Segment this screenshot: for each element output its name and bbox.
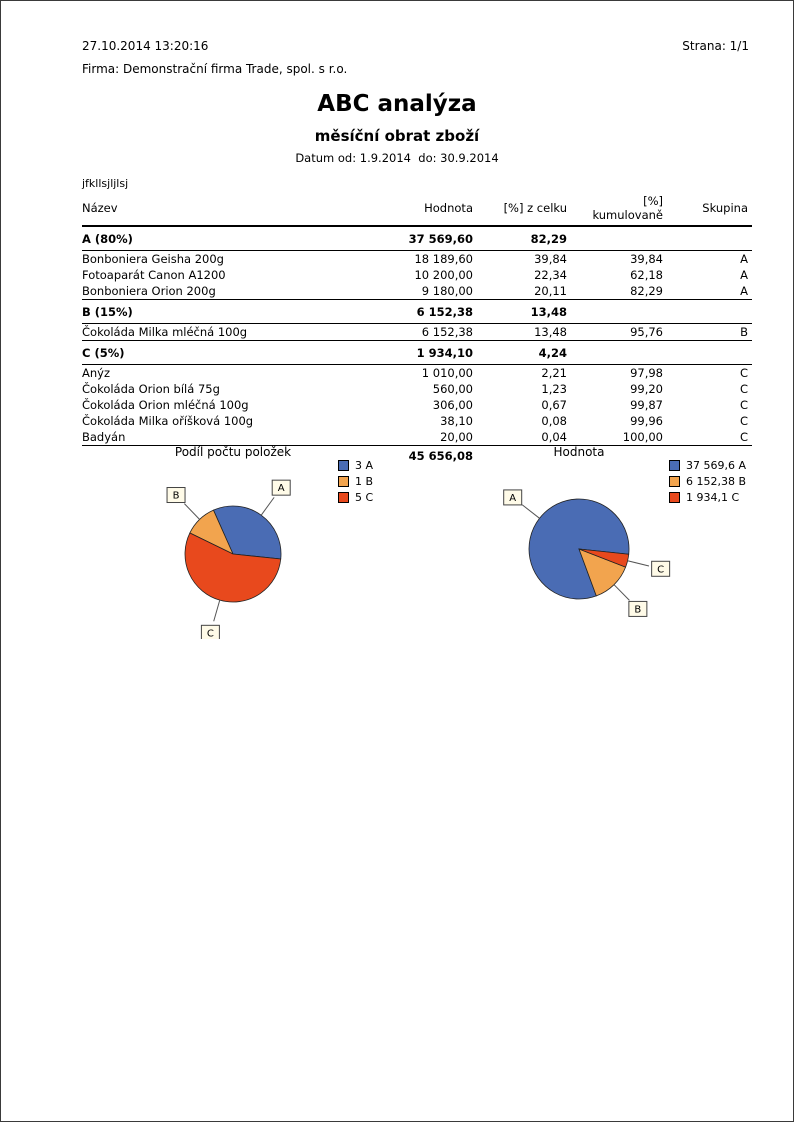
callout-line xyxy=(261,497,274,515)
column-header-z-celku: [%] z celku xyxy=(477,192,571,226)
item-name: Badyán xyxy=(82,430,126,444)
value-kumulovane: 100,00 xyxy=(622,430,663,444)
value-skupina xyxy=(667,300,752,324)
abc-table xyxy=(82,192,752,464)
value-kumulovane: 95,76 xyxy=(630,325,663,339)
value-hodnota: 37 569,60 xyxy=(382,226,477,251)
group-row xyxy=(82,300,752,324)
legend-swatch-icon xyxy=(669,460,680,471)
legend-item xyxy=(669,459,746,472)
value-skupina: C xyxy=(739,398,748,412)
value-skupina xyxy=(667,226,752,251)
item-name: Čokoláda Milka mléčná 100g xyxy=(82,325,248,339)
legend-label: 1 934,1 C xyxy=(686,491,740,504)
value-kumulovane: 62,18 xyxy=(630,268,663,282)
group-row xyxy=(82,226,752,251)
legend-label: 5 C xyxy=(355,491,374,504)
item-name: Čokoláda Milka oříšková 100g xyxy=(82,414,254,428)
value-kumulovane xyxy=(571,226,667,251)
callout-line xyxy=(628,561,649,566)
value-hodnota: 18 189,60 xyxy=(414,252,473,266)
legend-item xyxy=(338,459,373,472)
report-title: ABC analýza xyxy=(317,91,477,117)
table-row xyxy=(82,365,752,382)
column-header-nazev: Název xyxy=(82,192,382,226)
value-kumulovane: 82,29 xyxy=(630,284,663,298)
legend-item xyxy=(669,475,746,488)
value-z-celku: 2,21 xyxy=(541,366,567,380)
item-name: Fotoaparát Canon A1200 xyxy=(82,268,226,282)
column-header-skupina: Skupina xyxy=(667,192,752,226)
item-name: Čokoláda Orion mléčná 100g xyxy=(82,398,249,412)
legend-swatch-icon xyxy=(338,460,349,471)
company-line: Firma: Demonstrační firma Trade, spol. s r.o. xyxy=(82,62,348,76)
value-z-celku: 22,34 xyxy=(534,268,567,282)
value-hodnota: 560,00 xyxy=(432,382,473,396)
abc-table-body xyxy=(82,226,752,446)
pie-chart-1-legend xyxy=(338,459,373,507)
callout-label: B xyxy=(634,604,642,616)
printed-timestamp: 27.10.2014 13:20:16 xyxy=(82,39,209,53)
value-z-celku: 0,04 xyxy=(541,430,567,444)
value-kumulovane: 99,96 xyxy=(630,414,663,428)
legend-item xyxy=(669,491,746,504)
item-name: B (15%) xyxy=(82,300,382,324)
table-row xyxy=(82,283,752,300)
value-z-celku: 0,08 xyxy=(541,414,567,428)
pie-chart-1-title: Podíl počtu položek xyxy=(174,445,292,459)
value-hodnota: 306,00 xyxy=(432,398,473,412)
value-kumulovane xyxy=(571,300,667,324)
legend-item xyxy=(338,491,373,504)
value-skupina: A xyxy=(740,252,748,266)
value-skupina: A xyxy=(740,284,748,298)
value-skupina: A xyxy=(740,268,748,282)
table-row xyxy=(82,381,752,397)
callout-label: C xyxy=(206,628,214,639)
pie-chart-value xyxy=(479,467,689,639)
pie-chart-items-count xyxy=(133,467,333,639)
value-hodnota: 38,10 xyxy=(440,414,473,428)
table-row xyxy=(82,251,752,268)
value-z-celku: 39,84 xyxy=(534,252,567,266)
value-kumulovane: 99,20 xyxy=(630,382,663,396)
filter-note: jfkllsjljlsj xyxy=(82,177,129,190)
legend-swatch-icon xyxy=(669,492,680,503)
table-row xyxy=(82,397,752,413)
column-header-kumulovane: [%] kumulovaně xyxy=(571,192,667,226)
legend-swatch-icon xyxy=(338,476,349,487)
item-name: C (5%) xyxy=(82,341,382,365)
value-z-celku: 13,48 xyxy=(477,300,571,324)
callout-label: A xyxy=(277,483,285,495)
value-skupina: B xyxy=(740,325,748,339)
value-hodnota: 9 180,00 xyxy=(421,284,473,298)
legend-label: 37 569,6 A xyxy=(686,459,747,472)
value-hodnota: 10 200,00 xyxy=(414,268,473,282)
legend-label: 3 A xyxy=(355,459,374,472)
value-hodnota: 1 934,10 xyxy=(382,341,477,365)
charts-section xyxy=(1,439,794,679)
legend-item xyxy=(338,475,373,488)
legend-label: 1 B xyxy=(355,475,374,488)
page-number: Strana: 1/1 xyxy=(682,39,749,53)
value-kumulovane: 99,87 xyxy=(630,398,663,412)
value-z-celku: 20,11 xyxy=(534,284,567,298)
value-skupina: C xyxy=(739,414,748,428)
value-kumulovane: 39,84 xyxy=(630,252,663,266)
item-name: Anýz xyxy=(82,366,110,380)
group-row xyxy=(82,341,752,365)
value-skupina: C xyxy=(739,430,748,444)
value-z-celku: 82,29 xyxy=(477,226,571,251)
item-name: Bonboniera Orion 200g xyxy=(82,284,216,298)
value-hodnota: 20,00 xyxy=(440,430,473,444)
pie-chart-2-title: Hodnota xyxy=(553,445,605,459)
callout-line xyxy=(184,504,199,520)
report-subtitle: měsíční obrat zboží xyxy=(314,127,480,145)
callout-label: C xyxy=(657,564,665,576)
callout-label: B xyxy=(172,490,180,502)
value-kumulovane xyxy=(571,341,667,365)
value-skupina xyxy=(667,341,752,365)
table-row xyxy=(82,324,752,341)
value-z-celku: 0,67 xyxy=(541,398,567,412)
value-z-celku: 4,24 xyxy=(477,341,571,365)
legend-swatch-icon xyxy=(338,492,349,503)
report-meta-row xyxy=(82,39,749,53)
table-row xyxy=(82,413,752,429)
value-skupina: C xyxy=(739,366,748,380)
legend-swatch-icon xyxy=(669,476,680,487)
table-header-row xyxy=(82,192,752,226)
item-name: Čokoláda Orion bílá 75g xyxy=(82,382,220,396)
value-skupina: C xyxy=(739,382,748,396)
value-hodnota: 6 152,38 xyxy=(421,325,473,339)
item-name: Bonboniera Geisha 200g xyxy=(82,252,224,266)
legend-label: 6 152,38 B xyxy=(686,475,747,488)
value-z-celku: 1,23 xyxy=(541,382,567,396)
total-value: 45 656,08 xyxy=(382,446,477,465)
table-row xyxy=(82,267,752,283)
value-kumulovane: 97,98 xyxy=(630,366,663,380)
callout-line xyxy=(214,600,220,621)
callout-line xyxy=(522,505,539,519)
callout-label: A xyxy=(509,492,517,504)
value-z-celku: 13,48 xyxy=(534,325,567,339)
value-hodnota: 1 010,00 xyxy=(421,366,473,380)
date-range: Datum od: 1.9.2014 do: 30.9.2014 xyxy=(295,151,499,165)
callout-line xyxy=(614,585,629,601)
item-name: A (80%) xyxy=(82,226,382,251)
column-header-hodnota: Hodnota xyxy=(382,192,477,226)
pie-chart-2-legend xyxy=(669,459,746,507)
value-hodnota: 6 152,38 xyxy=(382,300,477,324)
